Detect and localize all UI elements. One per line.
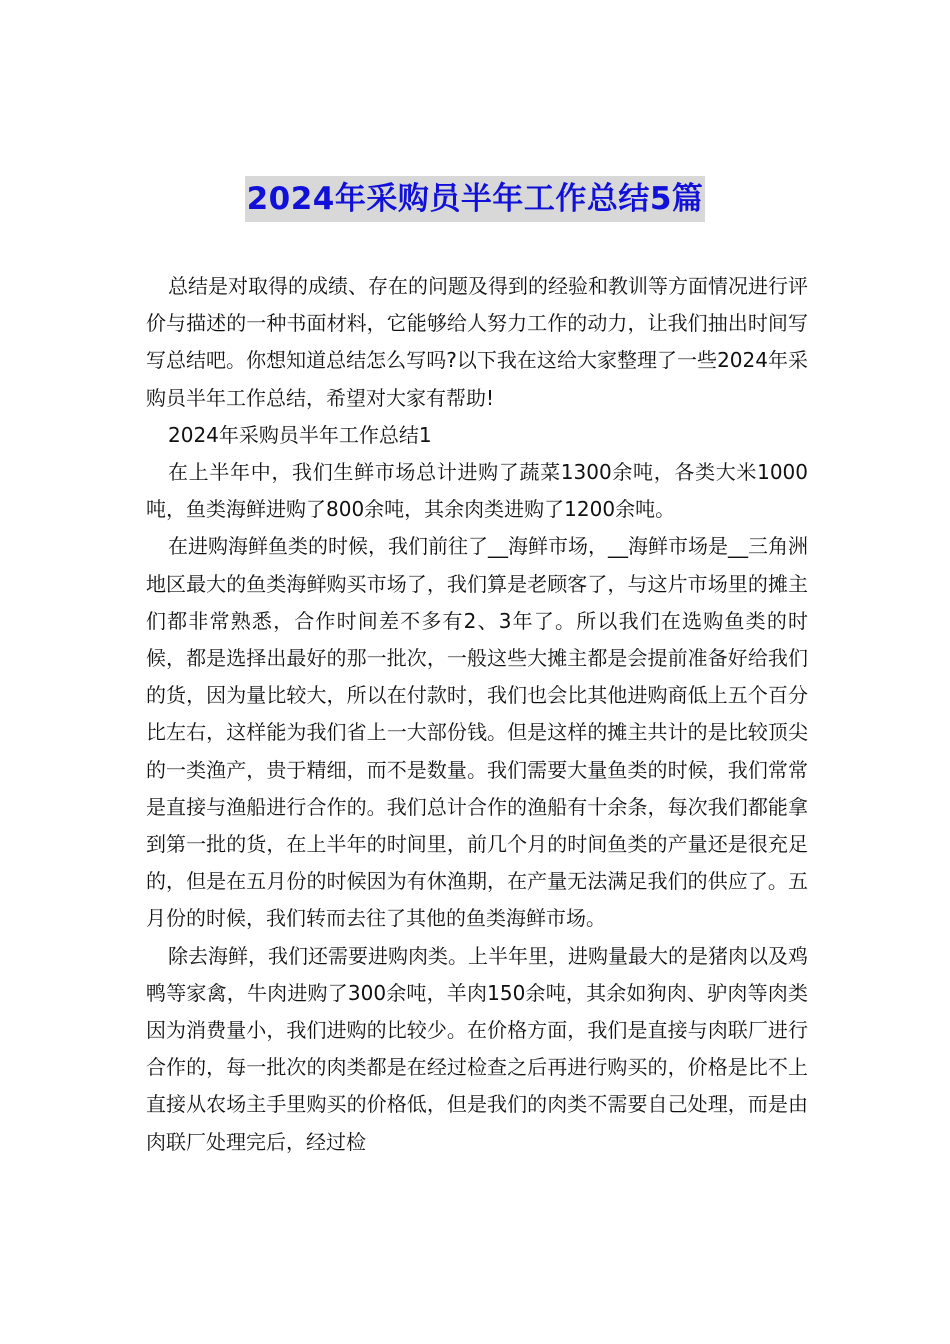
intro-paragraph: 总结是对取得的成绩、存在的问题及得到的经验和教训等方面情况进行评价与描述的一种书面材料，它能够给人努力工作的动力，让我们抽出时间写写总结吧。你想知道总结怎么写吗?以下我在这给大家整理了一些2024年采购员半年工作总结，希望对大家有帮助! [146,274,808,410]
body-paragraph: 在进购海鲜鱼类的时候，我们前往了__海鲜市场，__海鲜市场是__三角洲地区最大的鱼类海鲜购买市场了，我们算是老顾客了，与这片市场里的摊主们都非常熟悉，合作时间差不多有2、3年了。所以我们在选购鱼类的时候，都是选择出最好的那一批次，一般这些大摊主都是会提前准备好给我们的货，因为量比较大，所以在付款时，我们也会比其他进购商低上五个百分比左右，这样能为我们省上一大部份钱。但是这样的摊主共计的是比较顶尖的一类渔产，贵于精细，而不是数量。我们需要大量鱼类的时候，我们常常是直接与渔船进行合作的。我们总计合作的渔船有十余条，每次我们都能拿到第一批的货，在上半年的时间里，前几个月的时间鱼类的产量还是很充足的，但是在五月份的时候因为有休渔期，在产量无法满足我们的供应了。五月份的时候，我们转而去往了其他的鱼类海鲜市场。 [146,534,808,931]
section-heading: 2024年采购员半年工作总结1 [168,422,432,447]
body-paragraph: 除去海鲜，我们还需要进购肉类。上半年里，进购量最大的是猪肉以及鸡鸭等家禽，牛肉进购了300余吨，羊肉150余吨，其余如狗肉、驴肉等肉类因为消费量小，我们进购的比较少。在价格方面，我们是直接与肉联厂进行合作的，每一批次的肉类都是在经过检查之后再进行购买的，价格是比不上直接从农场主手里购买的价格低，但是我们的肉类不需要自己处理，而是由肉联厂处理完后，经过检 [146,943,808,1154]
document-title: 2024年采购员半年工作总结5篇 [245,176,706,222]
body-paragraph: 在上半年中，我们生鲜市场总计进购了蔬菜1300余吨，各类大米1000吨，鱼类海鲜进购了800余吨，其余肉类进购了1200余吨。 [146,460,808,522]
title-container [0,176,950,222]
document-body [146,268,808,1161]
